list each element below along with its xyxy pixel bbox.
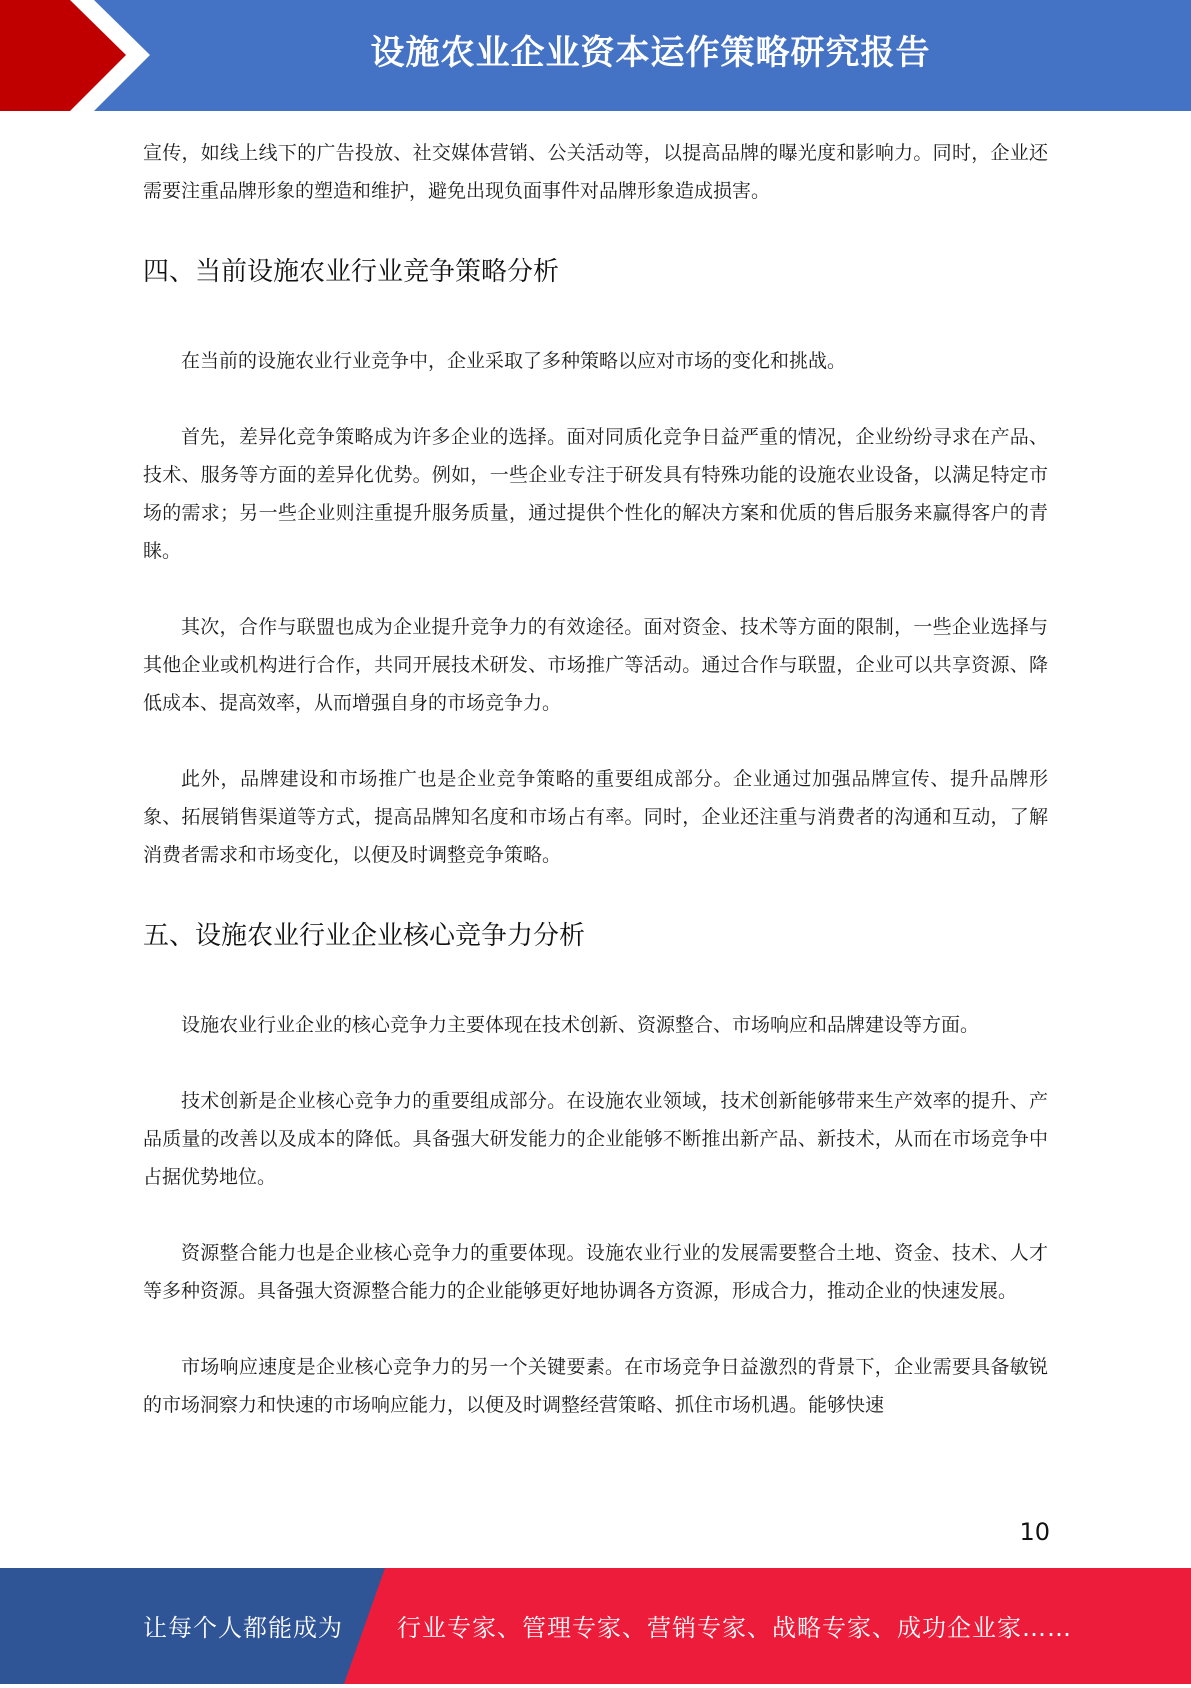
section-4-paragraph-4: 此外，品牌建设和市场推广也是企业竞争策略的重要组成部分。企业通过加强品牌宣传、提升品牌形象、拓展销售渠道等方式，提高品牌知名度和市场占有率。同时，企业还注重与消费者的沟通和互动，了解消费者需求和市场变化，以便及时调整竞争策略。 [143,768,1048,866]
footer-slogan-left: 让每个人都能成为 [143,1614,343,1642]
report-title: 设施农业企业资本运作策略研究报告 [370,33,931,73]
intro-paragraph: 宣传，如线上线下的广告投放、社交媒体营销、公关活动等，以提高品牌的曝光度和影响力。同时，企业还需要注重品牌形象的塑造和维护，避免出现负面事件对品牌形象造成损害。 [143,142,1048,202]
section-5-paragraph-3: 资源整合能力也是企业核心竞争力的重要体现。设施农业行业的发展需要整合土地、资金、技术、人才等多种资源。具备强大资源整合能力的企业能够更好地协调各方资源，形成合力，推动企业的快速发展。 [143,1242,1048,1302]
section-4-paragraph-3: 其次，合作与联盟也成为企业提升竞争力的有效途径。面对资金、技术等方面的限制，一些企业选择与其他企业或机构进行合作，共同开展技术研发、市场推广等活动。通过合作与联盟，企业可以共享资源、降低成本、提高效率，从而增强自身的市场竞争力。 [143,616,1048,714]
footer-slogan-right: 行业专家、管理专家、营销专家、战略专家、成功企业家…… [397,1614,1072,1642]
section-5-paragraph-4: 市场响应速度是企业核心竞争力的另一个关键要素。在市场竞争日益激烈的背景下，企业需要具备敏锐的市场洞察力和快速的市场响应能力，以便及时调整经营策略、抓住市场机遇。能够快速 [143,1356,1048,1416]
section-4-heading: 四、当前设施农业行业竞争策略分析 [143,257,560,287]
section-4-paragraph-2: 首先，差异化竞争策略成为许多企业的选择。面对同质化竞争日益严重的情况，企业纷纷寻求在产品、技术、服务等方面的差异化优势。例如，一些企业专注于研发具有特殊功能的设施农业设备，以满足特定市场的需求；另一些企业则注重提升服务质量，通过提供个性化的解决方案和优质的售后服务来赢得客户的青睐。 [143,426,1048,562]
section-5-paragraph-2: 技术创新是企业核心竞争力的重要组成部分。在设施农业领域，技术创新能够带来生产效率的提升、产品质量的改善以及成本的降低。具备强大研发能力的企业能够不断推出新产品、新技术，从而在市场竞争中占据优势地位。 [143,1090,1048,1188]
section-4-paragraph-1: 在当前的设施农业行业竞争中，企业采取了多种策略以应对市场的变化和挑战。 [181,350,847,372]
page-footer [0,1568,1191,1684]
section-5-paragraph-1: 设施农业行业企业的核心竞争力主要体现在技术创新、资源整合、市场响应和品牌建设等方面。 [181,1014,980,1036]
page-number: 10 [1019,1518,1050,1546]
section-5-heading: 五、设施农业行业企业核心竞争力分析 [143,921,586,951]
header-arrow-decoration [0,0,160,111]
page-content [143,134,1048,1424]
page-header [0,0,1191,111]
